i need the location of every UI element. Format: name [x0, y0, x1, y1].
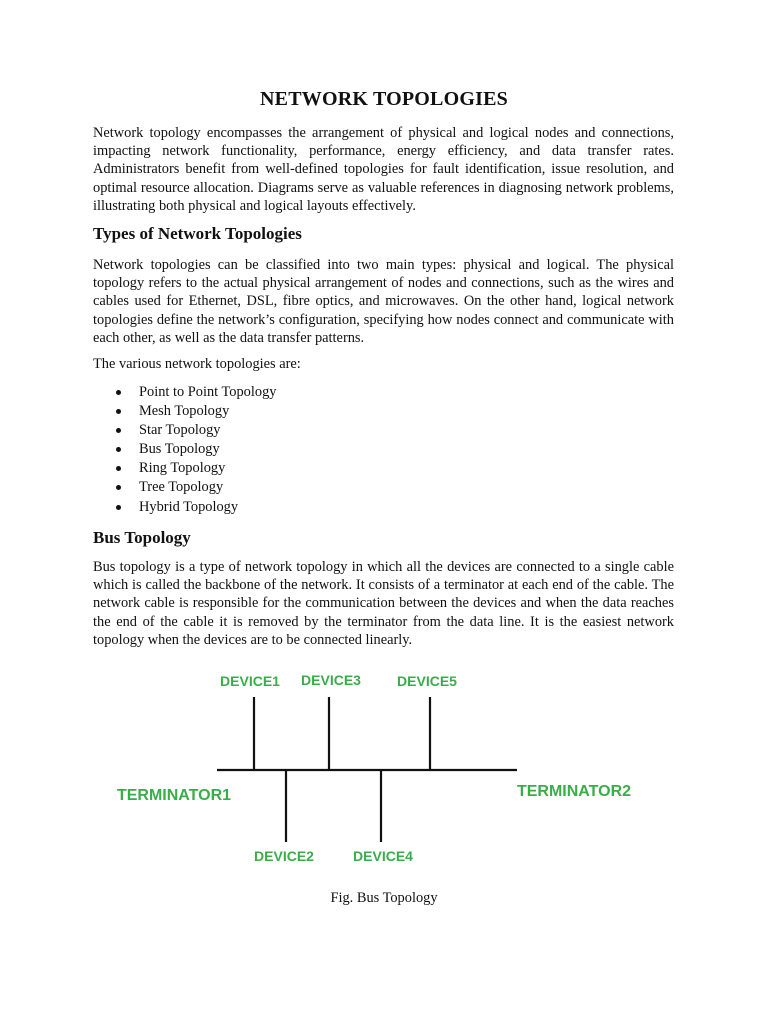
list-item-label: Star Topology	[139, 422, 221, 439]
intro-paragraph: Network topology encompasses the arrangement of physical and logical nodes and connections, impacting network functionality, performance, energy efficiency, and data transfer rates. Administrators benefit from well-defined topologies for fault identification, issue resolution, and optimal resource allocation. Diagrams serve as valuable references in diagnosing network problems, illustrating both physical and logical layouts effectively.	[93, 125, 674, 214]
list-item-label: Mesh Topology	[139, 403, 230, 420]
bullet-icon	[116, 505, 121, 510]
list-item	[93, 459, 276, 478]
list-item-label: Hybrid Topology	[139, 498, 239, 515]
device5-label: DEVICE5	[397, 673, 457, 689]
list-item	[93, 402, 276, 421]
page-title: NETWORK TOPOLOGIES	[260, 88, 508, 110]
device3-label: DEVICE3	[301, 672, 361, 688]
terminator1-label: TERMINATOR1	[116, 787, 232, 804]
list-item	[93, 498, 276, 517]
bus-topology-diagram	[0, 660, 768, 880]
list-item	[93, 383, 276, 402]
bullet-icon	[116, 485, 121, 490]
list-item	[93, 478, 276, 497]
bullet-icon	[116, 466, 121, 471]
bullet-icon	[116, 409, 121, 414]
list-item-label: Tree Topology	[139, 479, 224, 496]
list-item-label: Bus Topology	[139, 441, 220, 458]
list-item-label: Ring Topology	[139, 460, 226, 477]
list-item	[93, 421, 276, 440]
topology-list	[93, 383, 276, 517]
list-item	[93, 440, 276, 459]
types-paragraph: Network topologies can be classified into two main types: physical and logical. The physical topology refers to the actual physical arrangement of nodes and connections, such as the wires and cables used for Ethernet, DSL, fibre optics, and microwaves. On the other hand, logical network topologies define the network’s configuration, specifying how nodes connect and communicate with each other, as well as the data transfer patterns.	[93, 257, 674, 346]
bullet-icon	[116, 447, 121, 452]
device4-label: DEVICE4	[353, 848, 413, 864]
bus-paragraph: Bus topology is a type of network topology in which all the devices are connected to a single cable which is called the backbone of the network. It consists of a terminator at each end of the cable. The network cable is responsible for the communication between the devices and when the data reaches the end of the cable it is removed by the terminator from the data line. It is the easiest network topology when the devices are to be connected linearly.	[93, 559, 674, 648]
bus-heading: Bus Topology	[93, 528, 191, 547]
device2-label: DEVICE2	[254, 848, 314, 864]
device1-label: DEVICE1	[220, 673, 280, 689]
list-intro: The various network topologies are:	[93, 356, 301, 372]
list-item-label: Point to Point Topology	[139, 384, 277, 400]
terminator2-label: TERMINATOR2	[516, 783, 632, 800]
types-heading: Types of Network Topologies	[93, 224, 302, 243]
bullet-icon	[116, 428, 121, 433]
figure-caption: Fig. Bus Topology	[330, 890, 438, 906]
bullet-icon	[116, 390, 121, 395]
